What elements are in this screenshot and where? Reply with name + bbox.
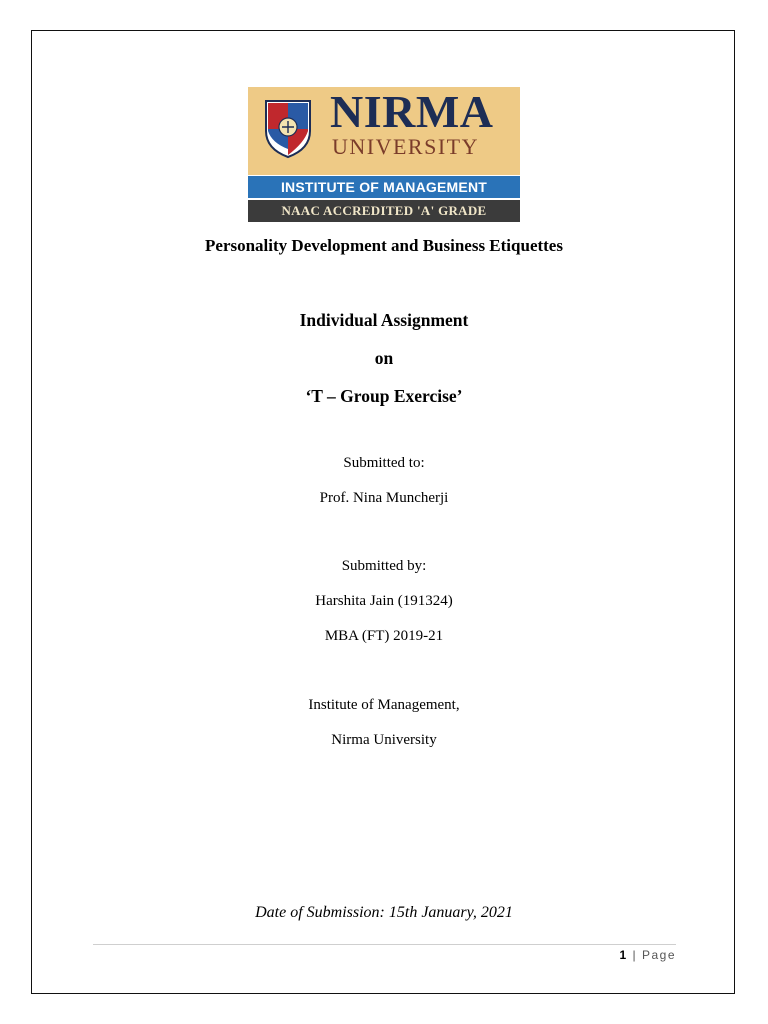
page-footer (619, 948, 676, 962)
submitted-to-label: Submitted to: (343, 455, 425, 471)
footer-divider (93, 944, 676, 945)
university-crest-icon (262, 97, 314, 159)
student-name: Harshita Jain (191324) (315, 593, 453, 609)
assignment-topic: ‘T – Group Exercise’ (305, 386, 463, 406)
submitted-to-name: Prof. Nina Muncherji (319, 490, 449, 506)
course-title: Personality Development and Business Etiquettes (205, 236, 563, 255)
nirma-university-logo (248, 87, 520, 222)
page-number: 1 (619, 948, 628, 962)
submitted-by-label: Submitted by: (341, 558, 427, 574)
on-text: on (374, 348, 394, 368)
institute-name: Institute of Management, (308, 697, 460, 713)
date-of-submission: Date of Submission: 15th January, 2021 (255, 904, 513, 921)
logo-university-text: UNIVERSITY (332, 134, 479, 159)
logo-top-panel (248, 87, 520, 175)
logo-accreditation-band: NAAC ACCREDITED 'A' GRADE (248, 200, 520, 222)
logo-name-text: NIRMA (330, 86, 494, 137)
page-label: Page (641, 948, 676, 962)
footer-separator: | (627, 948, 642, 962)
program-name: MBA (FT) 2019-21 (324, 628, 444, 644)
logo-institute-band: INSTITUTE OF MANAGEMENT (248, 176, 520, 198)
university-name: Nirma University (331, 732, 437, 748)
assignment-type: Individual Assignment (299, 310, 469, 330)
